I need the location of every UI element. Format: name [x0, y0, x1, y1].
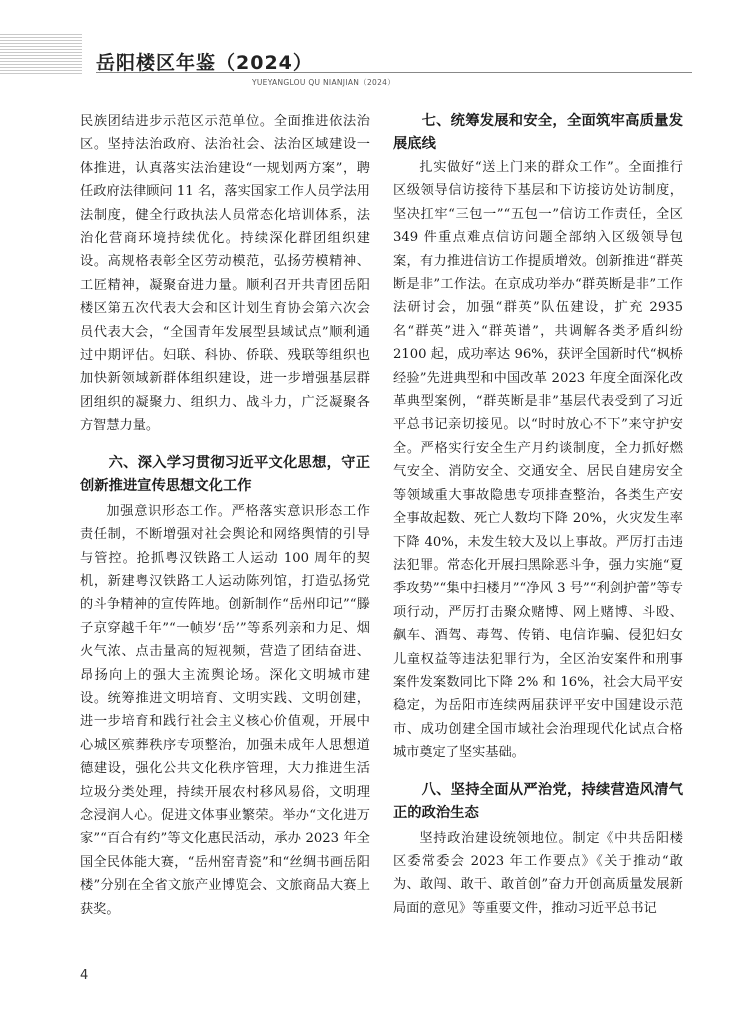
paragraph-safety: 扎实做好“送上门来的群众工作”。全面推行区级领导信访接待下基层和下访接访处访制度，坚决扛牢“三包一”“五包一”信访工作责任，全区 349 件重点难点信访问题全部纳入区级领导包案，有力推进信访工作提质增效。创新推进“群英断是非”工作法。在京成功举办“群英断是非”工作法研讨会，加强“群英”队伍建设，扩充 2935 名“群英”进入“群英谱”，共调解各类矛盾纠纷 2100 起，成功率达 96%，获评全国新时代“枫桥经验”先进典型和中国改革 2023 年度全面深化改革典型案例，“群英断是非”基层代表受到了习近平总书记亲切接见。以“时时放心不下”来守护安全。严格实行安全生产月约谈制度，全力抓好燃气安全、消防安全、交通安全、居民自建房安全等领域重大事故隐患专项排查整治，各类生产安全事故起数、死亡人数均下降 20%，火灾发生率下降 40%，未发生较大及以上事故。严厉打击违法犯罪。常态化开展扫黑除恶斗争，强力实施“夏季攻势”“集中扫楼月”“净风 3 号”“利剑护蕾”等专项行动，严厉打击聚众赌博、网上赌博、斗殴、飙车、酒驾、毒驾、传销、电信诈骗、侵犯妇女儿童权益等违法犯罪行为，全区治安案件和刑事案件发案数同比下降 2% 和 16%，社会大局平安稳定，为岳阳市连续两届获评平安中国建设示范市、成功创建全国市域社会治理现代化试点合格城市奠定了坚实基础。 [393, 160, 683, 761]
section-heading-8: 八、坚持全面从严治党，持续营造风清气正的政治生态 [393, 781, 683, 821]
page-number: 4 [80, 968, 89, 983]
paragraph-party: 坚持政治建设统领地位。制定《中共岳阳楼区委常委会 2023 年工作要点》《关于推动“敢为、敢闯、敢干、敢首创”奋力开创高质量发展新局面的意见》等重要文件，推动习近平总书记 [393, 830, 683, 916]
section-heading-6: 六、深入学习贯彻习近平文化思想，守正创新推进宣传思想文化工作 [80, 454, 370, 494]
paragraph-culture: 加强意识形态工作。严格落实意识形态工作责任制，不断增强对社会舆论和网络舆情的引导与管控。抢抓粤汉铁路工人运动 100 周年的契机，新建粤汉铁路工人运动陈列馆，打造弘扬党的斗争精神的宣传阵地。创新制作“岳州印记”“滕子京穿越千年”“一帧岁‘岳’”等系列亲和力足、烟火气浓、点击量高的短视频，营造了团结奋进、昂扬向上的强大主流舆论场。深化文明城市建设。统筹推进文明培育、文明实践、文明创建，进一步培育和践行社会主义核心价值观，开展中心城区殡葬秩序专项整治，加强未成年人思想道德建设，强化公共文化秩序管理，大力推进生活垃圾分类处理，持续开展农村移风易俗，文明理念浸润人心。促进文体事业繁荣。举办“文化进万家”“百合有约”等文化惠民活动，承办 2023 年全国全民体能大赛，“岳州窑青瓷”和“丝绸书画岳阳楼”分别在全省文旅产业博览会、文旅商品大赛上获奖。 [80, 503, 370, 917]
running-header-title: 岳阳楼区年鉴（2024） [96, 52, 313, 74]
paragraph-continuation: 民族团结进步示范区示范单位。全面推进依法治区。坚持法治政府、法治社会、法治区域建设一体推进，认真落实法治建设“一规划两方案”，聘任政府法律顾问 11 名，落实国家工作人员学法用法制度，健全行政执法人员常态化培训体系，法治化营商环境持续优化。持续深化群团组织建设。高规格表彰全区劳动模范，弘扬劳模精神、工匠精神，凝聚奋进力量。顺利召开共青团岳阳楼区第五次代表大会和区计划生育协会第六次会员代表大会，“全国青年发展型县域试点”顺利通过中期评估。妇联、科协、侨联、残联等组织也加快新领域新群体组织建设，进一步增强基层群团组织的凝聚力、组织力、战斗力，广泛凝聚各方智慧力量。 [80, 114, 370, 434]
left-column [80, 110, 370, 921]
section-heading-7: 七、统筹发展和安全，全面筑牢高质量发展底线 [393, 113, 683, 152]
right-column [393, 110, 683, 920]
header-rule [96, 72, 692, 73]
header-decoration-lines [0, 34, 82, 74]
running-header-subtitle: YUEYANGLOU QU NIANJIAN（2024） [252, 78, 396, 87]
